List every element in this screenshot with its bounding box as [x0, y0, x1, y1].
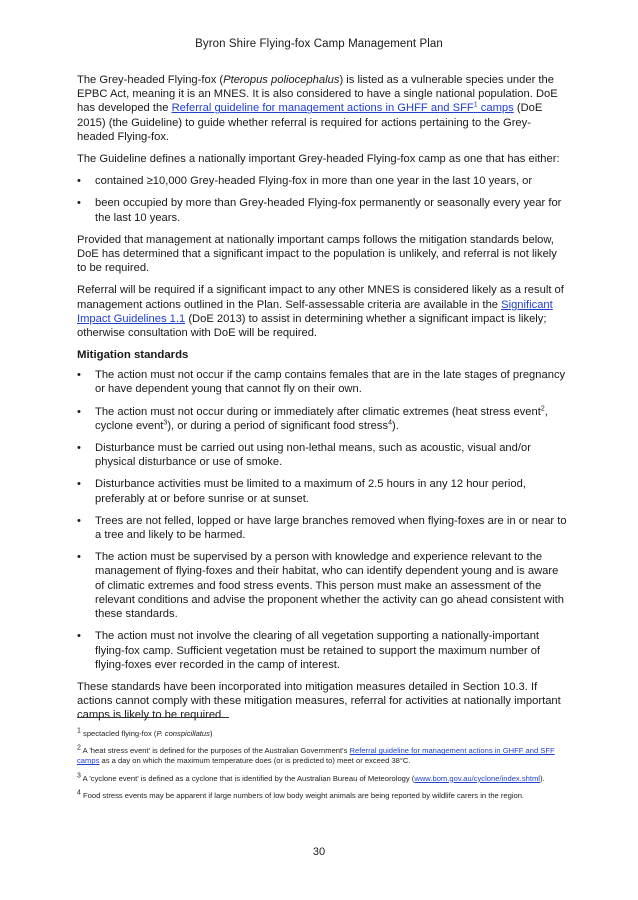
bullet-icon: • — [77, 478, 81, 491]
mitigation-item: • Disturbance must be carried out using non-lethal means, such as acoustic, visual and/or physical disturbance or use of smoke. — [77, 442, 531, 469]
paragraph-standards-incorporated: These standards have been incorporated into mitigation measures detailed in Section 10.3. If actions cannot comply with these mitigation measures, referral for activities at nationally important camps is likely to be required. — [77, 680, 561, 722]
footnote-divider — [77, 717, 229, 718]
mitigation-item: • The action must not occur during or immediately after climatic extremes (heat stress event$^2$, cyclone event$^3$), or during a period of significant food stress$^4$). — [77, 404, 548, 432]
paragraph-intro — [77, 73, 567, 144]
criteria-item: • contained ≥10,000 Grey-headed Flying-fox in more than one year in the last 10 years, or — [77, 175, 533, 188]
bom-cyclone-link[interactable]: www.bom.gov.au/cyclone/index.shtml — [414, 773, 540, 783]
paragraph-referral: Referral will be required if a significant impact to any other MNES is considered likely as a result of management actions outlined in the Plan. Self-assessable criteria are available in the Significant Impact Guidelines 1.1 (DoE 2013) to assist in determining whether a significant impact is likely; otherwise consultation with DoE will be required. — [77, 284, 564, 340]
bullet-icon: • — [77, 369, 81, 382]
footnote-3: $^3$ A 'cyclone event' is defined as a cyclone that is identified by the Australian Bureau of Meteorology (www.bom.gov.au/cyclone/index.shtml). — [77, 772, 545, 783]
bullet-icon: • — [77, 405, 81, 418]
text-run: (DoE 2015) (the Guideline) to guide whether referral is required for actions pertaining to the Grey-headed Flying-fox. — [77, 102, 543, 143]
mitigation-item: • The action must not occur if the camp contains females that are in the late stages of pregnancy or have dependent young that cannot fly on their own. — [77, 369, 566, 396]
footnotes — [77, 729, 567, 808]
referral-guideline-link[interactable]: Referral guideline for management actions in GHFF and SFF$^1$ camps — [171, 101, 514, 115]
bullet-icon: • — [77, 551, 81, 564]
footnote-2: $^2$ A 'heat stress event' is defined for the purposes of the Australian Government's Referral guideline for management actions in GHFF and SFF camps as a day on which the maximum temperature does (or is predicted to) meet or exceed 38°C. — [77, 744, 555, 766]
text-run: ) is listed as a vulnerable species under the EPBC Act, meaning it is an MNES. It is also considered to have a single national population. DoE has developed the — [77, 74, 558, 115]
paragraph-guideline-definition: The Guideline defines a nationally important Grey-headed Flying-fox camp as one that has either: — [77, 153, 560, 166]
footnote-4: $^4$ Food stress events may be apparent if large numbers of low body weight animals are being reported by wildlife carers in the region. — [77, 789, 525, 800]
criteria-item: • been occupied by more than Grey-headed Flying-fox permanently or seasonally every year for the last 10 years. — [77, 197, 562, 224]
footnote-ref: 2 — [540, 404, 545, 412]
bullet-icon: • — [77, 630, 81, 643]
footnote-ref: 4 — [388, 419, 392, 427]
text-run: The Grey-headed Flying-fox ( — [77, 74, 224, 86]
mitigation-item: • Trees are not felled, lopped or have large branches removed when flying-foxes are in or near to a tree and likely to be harmed. — [77, 514, 567, 542]
significant-impact-guidelines-link[interactable]: Significant Impact Guidelines 1.1 — [77, 298, 553, 325]
page-number: 30 — [312, 846, 326, 858]
footnote-ref: 3 — [163, 419, 168, 427]
body-text — [77, 73, 567, 731]
mitigation-heading: Mitigation standards — [77, 349, 189, 362]
mitigation-item: • The action must not involve the clearing of all vegetation supporting a nationally-important flying-fox camp. Sufficient vegetation must be retained to support the maximum number of flying-foxes ever recorded in the camp of interest. — [77, 630, 541, 671]
footnote-referral-guideline-link[interactable]: Referral guideline for management actions in GHFF and SFF camps — [77, 746, 555, 766]
species-name: Pteropus poliocephalus — [223, 74, 340, 86]
bullet-icon: • — [77, 442, 81, 455]
mitigation-item: • Disturbance activities must be limited to a maximum of 2.5 hours in any 12 hour period, preferably at or before sunrise or at sunset. — [77, 478, 526, 505]
page-header: Byron Shire Flying-fox Camp Management Plan — [195, 38, 443, 50]
footnote-1: $^1$ spectacled flying-fox (P. conspicillatus) — [77, 727, 213, 738]
mitigation-item: • The action must be supervised by a person with knowledge and experience relevant to the management of flying-foxes and their habitat, who can identify dependent young and is aware of climatic extremes and food stress events. This person must make an assessment of the relevant conditions and advise the proponent whether the activity can go ahead consistent with these standards. — [77, 551, 564, 621]
bullet-icon: • — [77, 197, 81, 210]
bullet-icon: • — [77, 514, 81, 527]
bullet-icon: • — [77, 175, 81, 188]
paragraph-provided: Provided that management at nationally important camps follows the mitigation standards below, DoE has determined that a significant impact to the population is unlikely, and referral is not likely to be required. — [77, 233, 557, 275]
